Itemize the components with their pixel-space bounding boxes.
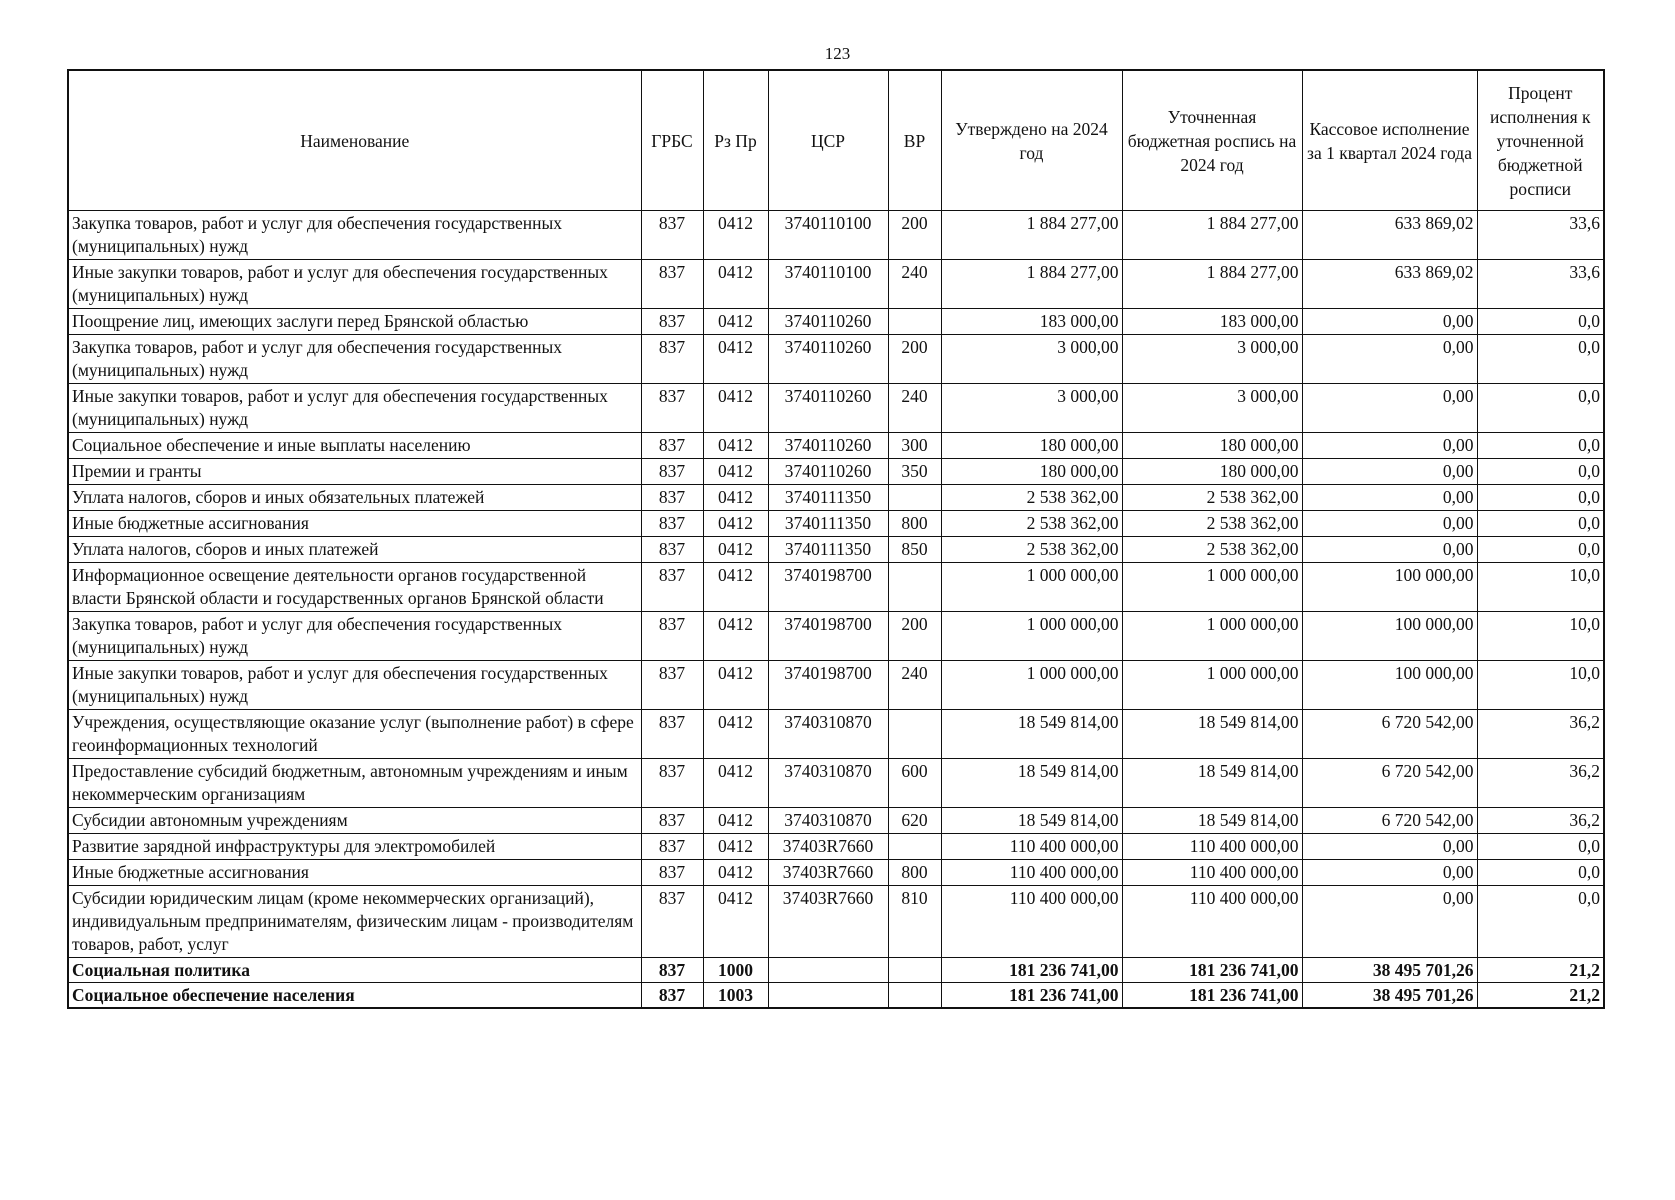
cell-grbs: 837 [641, 983, 703, 1009]
cell-name: Иные бюджетные ассигнования [68, 511, 641, 537]
cell-refined: 110 400 000,00 [1122, 860, 1302, 886]
cell-vr: 850 [888, 537, 941, 563]
cell-vr [888, 983, 941, 1009]
cell-name: Уплата налогов, сборов и иных обязательных платежей [68, 485, 641, 511]
cell-percent: 0,0 [1477, 834, 1604, 860]
cell-percent: 33,6 [1477, 260, 1604, 309]
cell-csr [768, 958, 888, 983]
page-number: 123 [824, 44, 851, 63]
cell-rzpr: 0412 [703, 211, 768, 260]
cell-rzpr: 0412 [703, 260, 768, 309]
table-row [68, 759, 1604, 808]
cell-cash: 6 720 542,00 [1302, 808, 1477, 834]
cell-csr: 3740198700 [768, 661, 888, 710]
cell-name: Уплата налогов, сборов и иных платежей [68, 537, 641, 563]
cell-cash: 0,00 [1302, 384, 1477, 433]
cell-percent: 21,2 [1477, 958, 1604, 983]
cell-name: Закупка товаров, работ и услуг для обеспечения государственных (муниципальных) нужд [68, 335, 641, 384]
table-row [68, 433, 1604, 459]
cell-approved: 1 884 277,00 [941, 211, 1122, 260]
cell-approved: 181 236 741,00 [941, 958, 1122, 983]
cell-percent: 0,0 [1477, 886, 1604, 958]
cell-approved: 1 000 000,00 [941, 563, 1122, 612]
cell-approved: 181 236 741,00 [941, 983, 1122, 1009]
table-row [68, 958, 1604, 983]
cell-name: Иные бюджетные ассигнования [68, 860, 641, 886]
budget-table [67, 69, 1605, 1009]
cell-approved: 18 549 814,00 [941, 759, 1122, 808]
cell-refined: 181 236 741,00 [1122, 983, 1302, 1009]
cell-refined: 1 000 000,00 [1122, 661, 1302, 710]
cell-grbs: 837 [641, 384, 703, 433]
cell-grbs: 837 [641, 958, 703, 983]
cell-vr [888, 309, 941, 335]
cell-refined: 2 538 362,00 [1122, 485, 1302, 511]
cell-csr: 3740110260 [768, 309, 888, 335]
cell-csr: 3740310870 [768, 759, 888, 808]
cell-name: Закупка товаров, работ и услуг для обеспечения государственных (муниципальных) нужд [68, 211, 641, 260]
table-row [68, 661, 1604, 710]
cell-percent: 0,0 [1477, 384, 1604, 433]
cell-refined: 180 000,00 [1122, 433, 1302, 459]
table-row [68, 860, 1604, 886]
cell-cash: 0,00 [1302, 459, 1477, 485]
cell-grbs: 837 [641, 537, 703, 563]
cell-percent: 0,0 [1477, 433, 1604, 459]
cell-rzpr: 0412 [703, 511, 768, 537]
table-row [68, 459, 1604, 485]
cell-vr: 240 [888, 384, 941, 433]
cell-name: Премии и гранты [68, 459, 641, 485]
cell-csr: 3740111350 [768, 511, 888, 537]
cell-grbs: 837 [641, 834, 703, 860]
cell-cash: 6 720 542,00 [1302, 759, 1477, 808]
cell-percent: 0,0 [1477, 459, 1604, 485]
col-header-percent: Процент исполнения к уточненной бюджетной росписи [1477, 70, 1604, 211]
col-header-rzpr: Рз Пр [703, 70, 768, 211]
col-header-name: Наименование [68, 70, 641, 211]
cell-refined: 18 549 814,00 [1122, 759, 1302, 808]
cell-cash: 0,00 [1302, 335, 1477, 384]
cell-grbs: 837 [641, 335, 703, 384]
cell-cash: 633 869,02 [1302, 211, 1477, 260]
cell-csr: 3740198700 [768, 563, 888, 612]
cell-cash: 0,00 [1302, 886, 1477, 958]
cell-grbs: 837 [641, 661, 703, 710]
cell-grbs: 837 [641, 433, 703, 459]
cell-name: Поощрение лиц, имеющих заслуги перед Брянской областью [68, 309, 641, 335]
cell-rzpr: 0412 [703, 759, 768, 808]
cell-approved: 2 538 362,00 [941, 537, 1122, 563]
cell-vr [888, 834, 941, 860]
cell-percent: 0,0 [1477, 860, 1604, 886]
cell-refined: 18 549 814,00 [1122, 808, 1302, 834]
cell-grbs: 837 [641, 511, 703, 537]
cell-rzpr: 0412 [703, 309, 768, 335]
table-row [68, 886, 1604, 958]
cell-name: Социальная политика [68, 958, 641, 983]
cell-rzpr: 1003 [703, 983, 768, 1009]
cell-cash: 0,00 [1302, 309, 1477, 335]
cell-percent: 10,0 [1477, 563, 1604, 612]
table-row [68, 309, 1604, 335]
cell-percent: 10,0 [1477, 612, 1604, 661]
cell-refined: 2 538 362,00 [1122, 537, 1302, 563]
cell-rzpr: 0412 [703, 433, 768, 459]
table-row [68, 511, 1604, 537]
cell-percent: 36,2 [1477, 710, 1604, 759]
cell-rzpr: 0412 [703, 834, 768, 860]
cell-cash: 100 000,00 [1302, 612, 1477, 661]
cell-rzpr: 0412 [703, 563, 768, 612]
cell-rzpr: 0412 [703, 384, 768, 433]
table-row [68, 808, 1604, 834]
cell-vr [888, 958, 941, 983]
cell-vr: 240 [888, 661, 941, 710]
col-header-csr: ЦСР [768, 70, 888, 211]
table-body [68, 211, 1604, 1009]
cell-csr: 3740310870 [768, 808, 888, 834]
cell-vr: 350 [888, 459, 941, 485]
cell-rzpr: 0412 [703, 808, 768, 834]
cell-csr [768, 983, 888, 1009]
cell-cash: 633 869,02 [1302, 260, 1477, 309]
cell-cash: 6 720 542,00 [1302, 710, 1477, 759]
cell-csr: 37403R7660 [768, 886, 888, 958]
cell-cash: 100 000,00 [1302, 563, 1477, 612]
cell-approved: 110 400 000,00 [941, 860, 1122, 886]
cell-rzpr: 0412 [703, 860, 768, 886]
cell-grbs: 837 [641, 459, 703, 485]
cell-name: Учреждения, осуществляющие оказание услуг (выполнение работ) в сфере геоинформационных технологий [68, 710, 641, 759]
cell-grbs: 837 [641, 485, 703, 511]
cell-csr: 3740110260 [768, 335, 888, 384]
cell-grbs: 837 [641, 886, 703, 958]
cell-approved: 2 538 362,00 [941, 485, 1122, 511]
cell-rzpr: 1000 [703, 958, 768, 983]
cell-percent: 36,2 [1477, 759, 1604, 808]
cell-approved: 180 000,00 [941, 433, 1122, 459]
cell-grbs: 837 [641, 260, 703, 309]
cell-grbs: 837 [641, 612, 703, 661]
cell-csr: 3740111350 [768, 537, 888, 563]
cell-approved: 1 000 000,00 [941, 661, 1122, 710]
cell-refined: 110 400 000,00 [1122, 886, 1302, 958]
table-row [68, 384, 1604, 433]
table-row [68, 834, 1604, 860]
cell-name: Субсидии автономным учреждениям [68, 808, 641, 834]
cell-refined: 180 000,00 [1122, 459, 1302, 485]
cell-rzpr: 0412 [703, 661, 768, 710]
cell-refined: 1 000 000,00 [1122, 563, 1302, 612]
cell-csr: 3740110100 [768, 211, 888, 260]
cell-rzpr: 0412 [703, 537, 768, 563]
cell-percent: 0,0 [1477, 511, 1604, 537]
cell-cash: 0,00 [1302, 511, 1477, 537]
cell-vr [888, 485, 941, 511]
table-row [68, 335, 1604, 384]
cell-vr: 800 [888, 511, 941, 537]
cell-cash: 0,00 [1302, 537, 1477, 563]
cell-grbs: 837 [641, 808, 703, 834]
cell-rzpr: 0412 [703, 710, 768, 759]
cell-csr: 3740111350 [768, 485, 888, 511]
cell-percent: 21,2 [1477, 983, 1604, 1009]
cell-refined: 3 000,00 [1122, 335, 1302, 384]
cell-percent: 33,6 [1477, 211, 1604, 260]
cell-name: Иные закупки товаров, работ и услуг для обеспечения государственных (муниципальных) нужд [68, 661, 641, 710]
cell-refined: 18 549 814,00 [1122, 710, 1302, 759]
cell-cash: 0,00 [1302, 433, 1477, 459]
cell-name: Закупка товаров, работ и услуг для обеспечения государственных (муниципальных) нужд [68, 612, 641, 661]
cell-refined: 181 236 741,00 [1122, 958, 1302, 983]
col-header-refined: Уточненная бюджетная роспись на 2024 год [1122, 70, 1302, 211]
table-row [68, 485, 1604, 511]
cell-rzpr: 0412 [703, 335, 768, 384]
cell-grbs: 837 [641, 309, 703, 335]
cell-approved: 110 400 000,00 [941, 834, 1122, 860]
cell-csr: 3740110260 [768, 384, 888, 433]
cell-approved: 3 000,00 [941, 335, 1122, 384]
cell-refined: 3 000,00 [1122, 384, 1302, 433]
cell-grbs: 837 [641, 759, 703, 808]
cell-approved: 1 884 277,00 [941, 260, 1122, 309]
cell-approved: 18 549 814,00 [941, 808, 1122, 834]
table-header-row [68, 70, 1604, 211]
cell-cash: 38 495 701,26 [1302, 958, 1477, 983]
cell-rzpr: 0412 [703, 459, 768, 485]
cell-grbs: 837 [641, 211, 703, 260]
table-row [68, 983, 1604, 1009]
cell-vr: 300 [888, 433, 941, 459]
cell-name: Иные закупки товаров, работ и услуг для обеспечения государственных (муниципальных) нужд [68, 260, 641, 309]
cell-rzpr: 0412 [703, 886, 768, 958]
cell-vr: 200 [888, 335, 941, 384]
cell-name: Субсидии юридическим лицам (кроме некоммерческих организаций), индивидуальным предпринимателям, физическим лицам - производителям товаров, работ, услуг [68, 886, 641, 958]
cell-vr: 600 [888, 759, 941, 808]
cell-refined: 2 538 362,00 [1122, 511, 1302, 537]
col-header-vr: ВР [888, 70, 941, 211]
cell-percent: 10,0 [1477, 661, 1604, 710]
cell-csr: 37403R7660 [768, 860, 888, 886]
cell-refined: 1 000 000,00 [1122, 612, 1302, 661]
cell-approved: 1 000 000,00 [941, 612, 1122, 661]
col-header-cash: Кассовое исполнение за 1 квартал 2024 года [1302, 70, 1477, 211]
col-header-grbs: ГРБС [641, 70, 703, 211]
cell-vr: 800 [888, 860, 941, 886]
table-row [68, 211, 1604, 260]
col-header-approved: Утверждено на 2024 год [941, 70, 1122, 211]
cell-approved: 18 549 814,00 [941, 710, 1122, 759]
table-row [68, 710, 1604, 759]
cell-grbs: 837 [641, 710, 703, 759]
cell-csr: 3740110100 [768, 260, 888, 309]
table-row [68, 612, 1604, 661]
cell-vr: 200 [888, 612, 941, 661]
cell-approved: 180 000,00 [941, 459, 1122, 485]
cell-name: Социальное обеспечение и иные выплаты населению [68, 433, 641, 459]
cell-csr: 37403R7660 [768, 834, 888, 860]
cell-approved: 2 538 362,00 [941, 511, 1122, 537]
cell-vr [888, 563, 941, 612]
cell-approved: 110 400 000,00 [941, 886, 1122, 958]
cell-percent: 36,2 [1477, 808, 1604, 834]
cell-csr: 3740110260 [768, 459, 888, 485]
cell-cash: 100 000,00 [1302, 661, 1477, 710]
cell-cash: 38 495 701,26 [1302, 983, 1477, 1009]
cell-refined: 183 000,00 [1122, 309, 1302, 335]
table-row [68, 537, 1604, 563]
cell-name: Информационное освещение деятельности органов государственной власти Брянской области и государственных органов Брянской области [68, 563, 641, 612]
table-row [68, 563, 1604, 612]
cell-percent: 0,0 [1477, 335, 1604, 384]
cell-csr: 3740198700 [768, 612, 888, 661]
cell-grbs: 837 [641, 563, 703, 612]
cell-grbs: 837 [641, 860, 703, 886]
cell-percent: 0,0 [1477, 537, 1604, 563]
cell-cash: 0,00 [1302, 834, 1477, 860]
cell-csr: 3740310870 [768, 710, 888, 759]
cell-name: Предоставление субсидий бюджетным, автономным учреждениям и иным некоммерческим организациям [68, 759, 641, 808]
cell-percent: 0,0 [1477, 309, 1604, 335]
cell-name: Иные закупки товаров, работ и услуг для обеспечения государственных (муниципальных) нужд [68, 384, 641, 433]
cell-approved: 3 000,00 [941, 384, 1122, 433]
cell-refined: 110 400 000,00 [1122, 834, 1302, 860]
cell-csr: 3740110260 [768, 433, 888, 459]
cell-refined: 1 884 277,00 [1122, 211, 1302, 260]
cell-cash: 0,00 [1302, 860, 1477, 886]
cell-vr: 200 [888, 211, 941, 260]
cell-vr [888, 710, 941, 759]
cell-vr: 810 [888, 886, 941, 958]
cell-name: Развитие зарядной инфраструктуры для электромобилей [68, 834, 641, 860]
cell-cash: 0,00 [1302, 485, 1477, 511]
cell-vr: 620 [888, 808, 941, 834]
cell-approved: 183 000,00 [941, 309, 1122, 335]
cell-name: Социальное обеспечение населения [68, 983, 641, 1009]
table-row [68, 260, 1604, 309]
cell-refined: 1 884 277,00 [1122, 260, 1302, 309]
cell-vr: 240 [888, 260, 941, 309]
cell-rzpr: 0412 [703, 612, 768, 661]
cell-percent: 0,0 [1477, 485, 1604, 511]
cell-rzpr: 0412 [703, 485, 768, 511]
